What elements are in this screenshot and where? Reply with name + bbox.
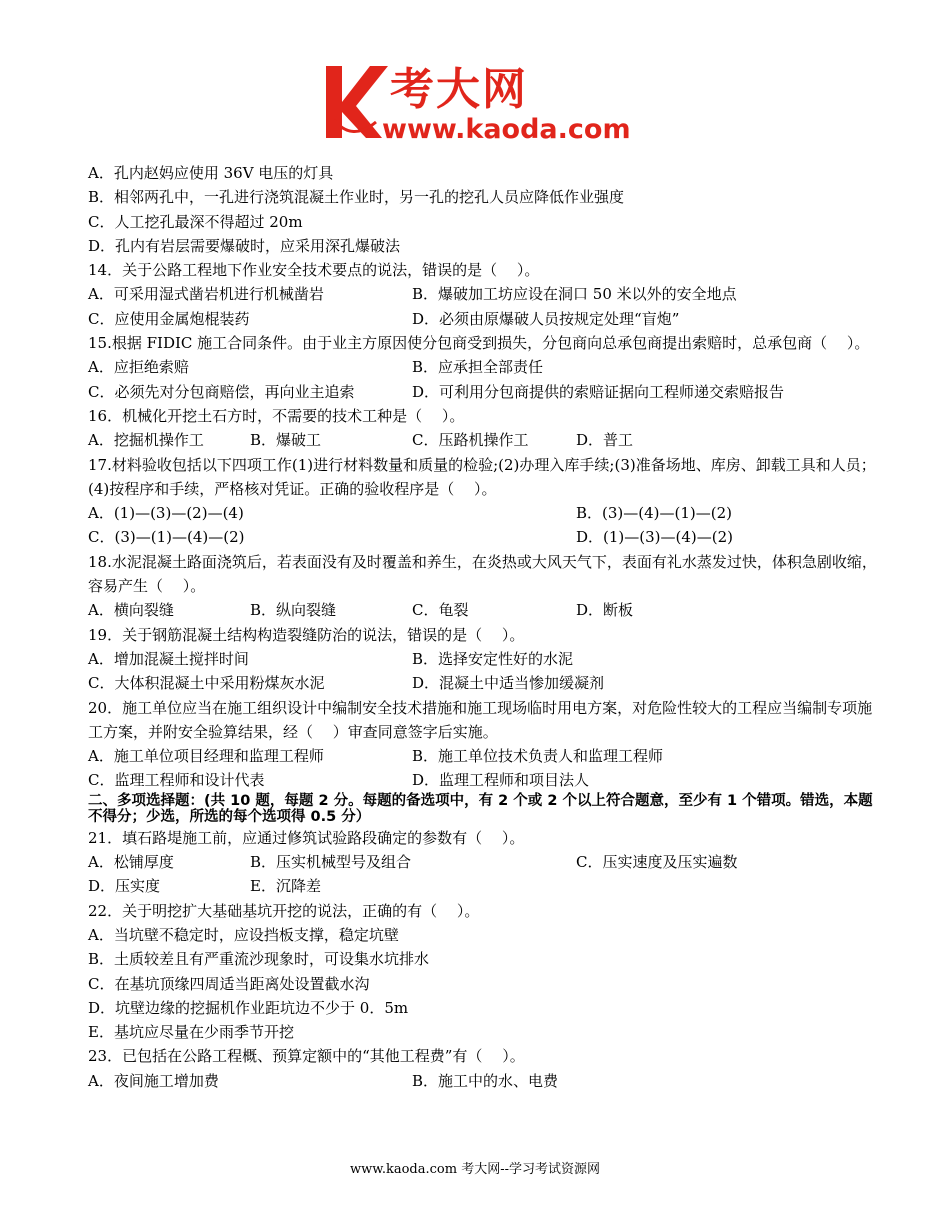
q14-stem: 14．关于公路工程地下作业安全技术要点的说法，错误的是（ ）。 — [88, 261, 540, 280]
q17-option-d: D．(1)—(3)—(4)—(2) — [576, 528, 734, 547]
q20-option-b: B．施工单位技术负责人和监理工程师 — [412, 747, 664, 766]
q22-option-a: A．当坑壁不稳定时，应设挡板支撑，稳定坑壁 — [88, 925, 399, 944]
q22-option-b: B．土质较差且有严重流沙现象时，可设集水坑排水 — [88, 950, 430, 969]
q19-option-c: C．大体积混凝土中采用粉煤灰水泥 — [88, 674, 325, 693]
q21-option-d: D．压实度 — [88, 877, 161, 896]
q20-option-c: C．监理工程师和设计代表 — [88, 771, 265, 790]
q21-option-e: E．沉降差 — [250, 877, 321, 896]
q18-option-b: B．纵向裂缝 — [250, 601, 337, 620]
q20-option-d: D．监理工程师和项目法人 — [412, 771, 590, 790]
q19-option-d: D．混凝土中适当惨加缓凝剂 — [412, 674, 605, 693]
q14-option-c: C．应使用金属炮棍装药 — [88, 309, 250, 328]
q14-option-d: D．必须由原爆破人员按规定处理“盲炮” — [412, 309, 680, 328]
q17-row-1 — [88, 501, 878, 525]
q16-option-a: A．挖掘机操作工 — [88, 431, 204, 450]
q17-option-b: B．(3)—(4)—(1)—(2) — [576, 504, 733, 523]
q21-stem: 21．填石路堤施工前，应通过修筑试验路段确定的参数有（ ）。 — [88, 828, 525, 847]
section-2-heading: 二、多项选择题：(共 10 题，每题 2 分。每题的备选项中，有 2 个或 2 个以上符合题意，至少有 1 个错项。错选，本题不得分；少选，所选的每个选项得 0.5 分） — [88, 792, 873, 826]
q20-stem: 20．施工单位应当在施工组织设计中编制安全技术措施和施工现场临时用电方案，对危险性较大的工程应当编制专项施工方案，并附安全验算结果，经（ ）审查同意签字后实施。 — [88, 698, 873, 741]
q17-option-c: C．(3)—(1)—(4)—(2) — [88, 528, 245, 547]
q13-option-c: C．人工挖孔最深不得超过 20m — [88, 212, 303, 231]
q20-row-2 — [88, 768, 878, 792]
q19-option-b: B．选择安定性好的水泥 — [412, 649, 574, 668]
q19-stem: 19．关于钢筋混凝土结构构造裂缝防治的说法，错误的是（ ）。 — [88, 625, 525, 644]
q20-option-a: A．施工单位项目经理和监理工程师 — [88, 747, 324, 766]
q14-row-1 — [88, 282, 878, 306]
q18-option-d: D．断板 — [576, 601, 634, 620]
q14-row-2 — [88, 307, 878, 331]
q22-option-d: D．坑壁边缘的挖掘机作业距坑边不少于 0．5m — [88, 998, 409, 1017]
q23-row-1 — [88, 1069, 878, 1093]
q23-option-a: A．夜间施工增加费 — [88, 1071, 219, 1090]
q13-option-d: D．孔内有岩层需要爆破时，应采用深孔爆破法 — [88, 236, 401, 255]
q21-row-1 — [88, 850, 878, 874]
logo-text-url: www.kaoda.com — [382, 114, 631, 145]
q17-stem: 17.材料验收包括以下四项工作(1)进行材料数量和质量的检验;(2)办理入库手续;(3)准备场地、库房、卸载工具和人员；(4)按程序和手续，严格核对凭证。正确的验收程序是（ ）。 — [88, 455, 876, 498]
q23-option-b: B．施工中的水、电费 — [412, 1071, 559, 1090]
q18-option-a: A．横向裂缝 — [88, 601, 174, 620]
q23-stem: 23．已包括在公路工程概、预算定额中的“其他工程费”有（ ）。 — [88, 1047, 525, 1066]
q21-row-2 — [88, 874, 878, 898]
logo-text-cn: 考大网 — [390, 64, 528, 115]
q15-row-1 — [88, 355, 878, 379]
q20-row-1 — [88, 744, 878, 768]
q22-option-e: E．基坑应尽量在少雨季节开挖 — [88, 1023, 294, 1042]
q15-option-d: D．可利用分包商提供的索赔证据向工程师递交索赔报告 — [412, 382, 785, 401]
q16-option-c: C．压路机操作工 — [412, 431, 529, 450]
site-logo — [322, 62, 642, 150]
q21-option-b: B．压实机械型号及组合 — [250, 853, 412, 872]
q19-row-1 — [88, 647, 878, 671]
q18-row — [88, 598, 878, 622]
q18-stem: 18.水泥混凝土路面浇筑后，若表面没有及时覆盖和养生，在炎热或大风天气下，表面有礼水蒸发过快，体积急剧收缩，容易产生（ ）。 — [88, 552, 877, 596]
q19-row-2 — [88, 671, 878, 695]
q18-option-c: C．龟裂 — [412, 601, 469, 620]
q16-stem: 16．机械化开挖土石方时，不需要的技术工种是（ ）。 — [88, 406, 465, 425]
q14-option-a: A．可采用湿式凿岩机进行机械凿岩 — [88, 285, 324, 304]
q15-option-b: B．应承担全部责任 — [412, 358, 544, 377]
q16-option-b: B．爆破工 — [250, 431, 322, 450]
exam-content — [88, 161, 878, 1093]
q21-option-c: C．压实速度及压实遍数 — [576, 853, 738, 872]
q14-option-b: B．爆破加工坊应设在洞口 50 米以外的安全地点 — [412, 285, 737, 304]
q15-row-2 — [88, 380, 878, 404]
q16-row — [88, 428, 878, 452]
q15-stem: 15.根据 FIDIC 施工合同条件。由于业主方原因使分包商受到损失，分包商向总承包商提出索赔时，总承包商（ ）。 — [88, 334, 870, 353]
q13-option-a: A．孔内赵妈应使用 36V 电压的灯具 — [88, 164, 334, 182]
q16-option-d: D．普工 — [576, 431, 634, 450]
q15-option-a: A．应拒绝索赔 — [88, 358, 189, 377]
page-footer: www.kaoda.com 考大网--学习考试资源网 — [350, 1162, 600, 1177]
q13-option-b: B．相邻两孔中，一孔进行浇筑混凝土作业时，另一孔的挖孔人员应降低作业强度 — [88, 188, 625, 207]
q17-option-a: A．(1)—(3)—(2)—(4) — [88, 504, 244, 523]
q21-option-a: A．松铺厚度 — [88, 853, 174, 872]
q15-option-c: C．必须先对分包商赔偿，再向业主追索 — [88, 382, 355, 401]
q19-option-a: A．增加混凝土搅拌时间 — [88, 649, 249, 668]
q17-row-2 — [88, 525, 878, 549]
q22-stem: 22．关于明挖扩大基础基坑开挖的说法，正确的有（ ）。 — [88, 901, 480, 920]
q22-option-c: C．在基坑顶缘四周适当距离处设置截水沟 — [88, 974, 370, 993]
